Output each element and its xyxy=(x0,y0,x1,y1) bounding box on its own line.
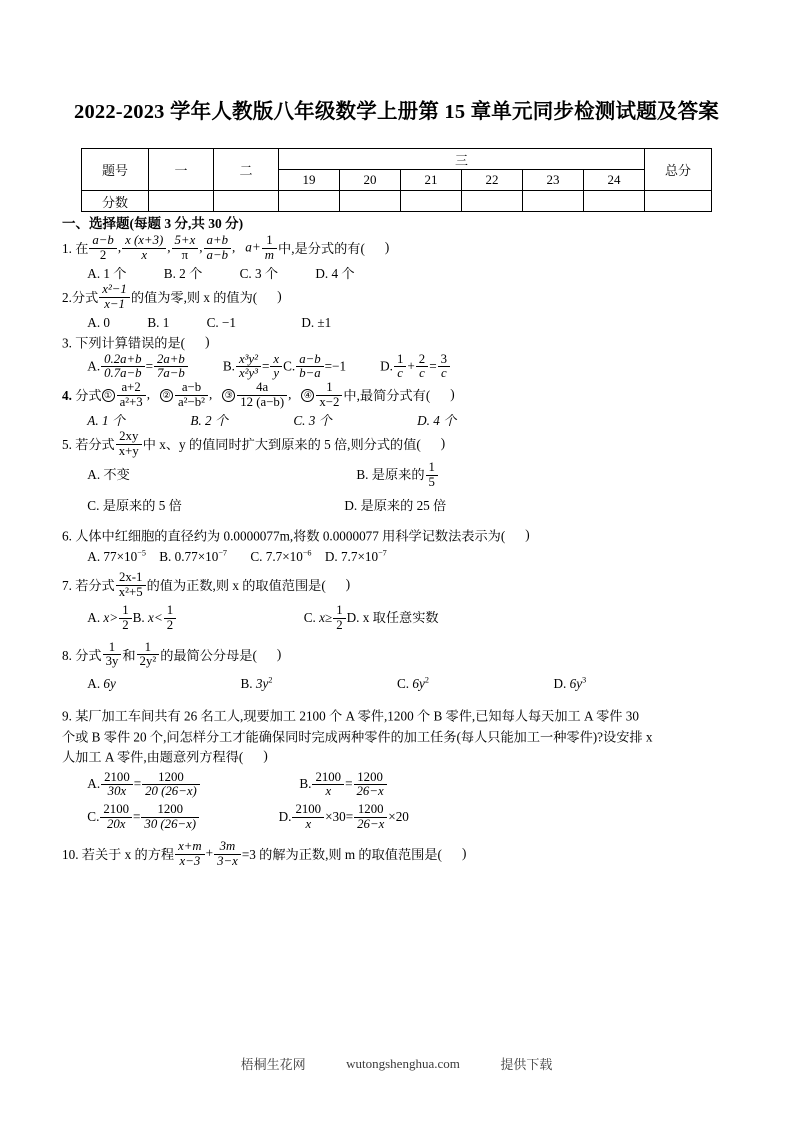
fraction: $\frac{1}{2}$ xyxy=(119,604,131,633)
option-label: B. xyxy=(222,358,235,373)
option-label: C. xyxy=(87,498,103,514)
option-exponent: −7 xyxy=(378,548,387,558)
score-table-col-total: 总分 xyxy=(645,149,712,191)
option-label: A. xyxy=(87,549,101,565)
question-stem-line-3: 人加工 A 零件,由题意列方程得( xyxy=(62,749,244,765)
fraction: $\frac{4a}{12 (a-b)}$ xyxy=(237,381,287,410)
relation: = xyxy=(145,358,153,373)
option-a[interactable] xyxy=(87,768,201,799)
fraction: $\frac{2a+b}{7a-b}$ xyxy=(154,353,188,382)
fraction: $\frac{1200}{30 (26-x)}$ xyxy=(141,803,199,832)
option-lead: x 取任意实数 xyxy=(362,609,439,625)
score-cell[interactable] xyxy=(523,191,584,212)
option-c[interactable]: C. 3 个 xyxy=(293,413,332,429)
score-cell[interactable] xyxy=(584,191,645,212)
option-value: −1 xyxy=(332,358,347,373)
option-base: 6y xyxy=(103,676,116,692)
relation: = xyxy=(324,358,333,373)
option-d[interactable] xyxy=(554,670,587,698)
fraction: $\frac{a-b}{2}$ xyxy=(89,234,116,263)
fraction: $\frac{a-b}{b-a}$ xyxy=(296,353,323,382)
question-6 xyxy=(62,525,731,566)
score-cell[interactable] xyxy=(645,191,712,212)
fraction: $\frac{2x-1}{\text{x²+5}}$ xyxy=(116,571,146,600)
score-cell[interactable] xyxy=(340,191,401,212)
option-label: A. xyxy=(87,609,104,625)
option-label: C. xyxy=(250,549,263,565)
option-d[interactable] xyxy=(347,601,439,635)
answer-paren-close: ) xyxy=(440,435,446,451)
option-a[interactable] xyxy=(87,601,132,635)
score-table-row-label-2: 分数 xyxy=(82,191,149,212)
score-table-subcol: 19 xyxy=(279,170,340,191)
question-4: 4. 分式 ① $\frac{a+2}{\text{a²+3}}$ , ② $\frac{a-b}{\text{a²−b²}}$ , ③ $\frac{4a}{12 (a-b)}$ , ④ $\frac{1}{x-2}$ 中,最简分式有( ) A. 1 个 B. 2 个 C. 3 个 D. 4 个 xyxy=(62,380,457,429)
score-table-subcol: 20 xyxy=(340,170,401,191)
fraction: $\frac{x}{y}$ xyxy=(270,353,282,382)
relation: = xyxy=(345,775,353,791)
question-stem-suffix: 的最简公分母是( xyxy=(160,647,257,663)
option-a[interactable] xyxy=(87,460,130,490)
option-d[interactable]: D. ±1 xyxy=(301,315,332,331)
question-stem: 下列计算错误的是( xyxy=(75,335,186,351)
fraction: $\frac{5+x}{\pi}$ xyxy=(172,234,199,263)
option-text: 是原来的 5 倍 xyxy=(102,498,182,514)
option-label: A. xyxy=(87,775,101,791)
option-label: C. xyxy=(283,358,296,373)
option-exponent: 2 xyxy=(268,675,273,685)
option-label: B. xyxy=(299,775,312,791)
relation: = xyxy=(261,358,270,373)
option-c[interactable] xyxy=(87,801,200,832)
option-b[interactable] xyxy=(133,601,178,635)
fraction: $\frac{1}{x-2}$ xyxy=(316,381,342,410)
fraction: $\frac{a+b}{a-b}$ xyxy=(204,234,231,263)
fraction: $\frac{2100}{20x}$ xyxy=(100,803,132,832)
score-table-subcol: 21 xyxy=(401,170,462,191)
option-c[interactable]: C. 3 个 xyxy=(239,266,279,282)
option-lead: x> xyxy=(103,609,119,625)
option-mantissa: 7.7×10 xyxy=(265,549,303,565)
option-b[interactable] xyxy=(159,547,227,566)
relation: + xyxy=(407,358,415,373)
fraction: $\frac{\text{x²−1}}{x-1}$ xyxy=(99,283,130,312)
score-cell[interactable] xyxy=(214,191,279,212)
table-row xyxy=(82,191,712,212)
option-b[interactable]: B. 1 xyxy=(147,315,170,331)
question-3 xyxy=(62,332,731,381)
option-b[interactable] xyxy=(223,353,283,382)
question-stem-suffix: 中,是分式的有( xyxy=(278,240,365,256)
question-stem-suffix: 的值为零,则 x 的值为( xyxy=(130,289,258,305)
fraction: $\frac{0.2a+b}{0.7a-b}$ xyxy=(101,353,144,382)
answer-paren-close: ) xyxy=(276,645,282,661)
option-label: D. xyxy=(553,676,567,692)
question-stem-line-2: 个或 B 零件 20 个,问怎样分工才能确保同时完成两种零件的加工任务(每人只能加工一种零件)?设安排 x xyxy=(62,729,653,745)
fraction: $\frac{3m}{3-x}$ xyxy=(214,840,241,869)
option-c[interactable]: C. −1 xyxy=(206,315,237,331)
option-mantissa: 7.7×10 xyxy=(340,549,379,565)
question-stem-suffix: 中,最简分式有( xyxy=(343,388,431,404)
option-label: B. xyxy=(240,676,253,692)
question-5 xyxy=(62,430,731,521)
question-number: 7. xyxy=(62,577,72,593)
option-mantissa: 0.77×10 xyxy=(174,549,219,565)
option-d[interactable]: D. 4 个 xyxy=(417,413,457,429)
option-c[interactable] xyxy=(304,601,347,635)
option-c[interactable] xyxy=(87,491,182,521)
question-number: 6. xyxy=(62,528,72,544)
footer-site-name: 梧桐生花网 xyxy=(240,1057,306,1072)
option-d[interactable] xyxy=(344,491,446,521)
relation: = xyxy=(132,808,141,824)
section-heading: 一、选择题(每题 3 分,共 30 分) xyxy=(62,216,244,231)
score-table xyxy=(81,148,712,212)
fraction: $\frac{x+m}{x-3}$ xyxy=(175,840,205,869)
question-number: 1. xyxy=(62,240,72,256)
option-exponent: −7 xyxy=(218,548,228,558)
option-a[interactable]: A. 0 xyxy=(87,315,111,331)
score-cell[interactable] xyxy=(401,191,462,212)
relation: ×30= xyxy=(325,808,354,824)
question-number: 3. xyxy=(62,335,72,351)
score-table-col-two: 二 xyxy=(214,149,279,191)
option-base: 6y xyxy=(412,676,425,692)
question-10 xyxy=(62,840,731,869)
question-9 xyxy=(62,705,731,832)
expr-tail-lead: a+ xyxy=(245,239,261,255)
fraction: $\frac{2}{c}$ xyxy=(416,353,428,382)
option-text: 是原来的 25 倍 xyxy=(360,498,447,514)
question-7 xyxy=(62,571,731,635)
answer-paren-close: ) xyxy=(263,748,268,764)
relation: = xyxy=(133,775,142,791)
question-number: 5. xyxy=(62,437,72,453)
option-base: 3y xyxy=(255,676,269,692)
fraction: $\frac{x (x+3)}{x}$ xyxy=(122,234,166,263)
fraction: $\frac{1}{2}$ xyxy=(333,604,345,633)
score-cell[interactable] xyxy=(279,191,340,212)
option-c[interactable] xyxy=(397,670,429,698)
option-label: D. xyxy=(278,808,292,824)
option-label: D. xyxy=(346,609,363,625)
option-d[interactable]: D. 4 个 xyxy=(315,266,355,282)
option-b[interactable] xyxy=(240,670,272,698)
table-row xyxy=(82,149,712,170)
footer-action: 提供下载 xyxy=(500,1057,553,1072)
option-d[interactable] xyxy=(380,353,451,382)
score-table-row-label-1: 题号 xyxy=(82,149,149,191)
option-a[interactable]: A. 1 个 xyxy=(87,413,126,429)
option-label: D. xyxy=(344,498,361,514)
question-stem-prefix: 分式 xyxy=(75,647,102,663)
item-marker-2: ② xyxy=(160,389,173,402)
score-table-col-three: 三 xyxy=(279,149,645,170)
item-marker-3: ③ xyxy=(222,389,235,402)
question-stem-prefix: 若关于 x 的方程 xyxy=(81,846,175,862)
answer-paren-close: ) xyxy=(525,527,530,543)
score-table-container xyxy=(0,148,793,212)
option-a[interactable] xyxy=(87,353,189,382)
option-d[interactable] xyxy=(279,801,409,832)
score-table-subcol: 23 xyxy=(523,170,584,191)
question-list xyxy=(0,234,793,868)
question-stem-suffix: 中 x、y 的值同时扩大到原来的 5 倍,则分式的值( xyxy=(142,437,421,453)
option-a[interactable]: A. 1 个 xyxy=(87,266,127,282)
question-1: 1. 在 $\frac{a-b}{2}$ , $\frac{x (x+3)}{x}$ , $\frac{5+x}{\pi}$ , $\frac{a+b}{a-b}$ , a+ $\frac{1}{m}$ 中,是分式的有( ) A. 1 个 B. 2 个 C. 3 个 D. 4 个 xyxy=(62,233,390,282)
answer-paren-close: ) xyxy=(345,576,351,592)
option-exponent: −5 xyxy=(137,548,146,558)
option-label: D. xyxy=(380,358,393,373)
footer xyxy=(0,1054,793,1073)
fraction: $\frac{1}{5}$ xyxy=(426,461,438,490)
option-exponent: 2 xyxy=(424,675,429,685)
option-b[interactable]: B. 2 个 xyxy=(163,266,203,282)
question-8 xyxy=(62,641,731,699)
answer-paren-close: ) xyxy=(205,334,210,350)
option-text: 是原来的 xyxy=(371,466,425,482)
fraction: $\frac{3}{c}$ xyxy=(438,353,450,382)
option-label: C. xyxy=(303,609,320,625)
option-label: A. xyxy=(87,676,101,692)
option-label: C. xyxy=(397,676,410,692)
answer-paren-close: ) xyxy=(277,288,282,304)
page-title: 2022-2023 学年人教版八年级数学上册第 15 章单元同步检测试题及答案 xyxy=(74,101,719,123)
option-lead: x≥ xyxy=(319,609,333,625)
option-b[interactable] xyxy=(356,460,439,490)
option-a[interactable] xyxy=(87,547,146,566)
item-marker-1: ① xyxy=(102,389,115,402)
question-stem-prefix: 若分式 xyxy=(75,437,115,453)
score-table-subcol: 22 xyxy=(462,170,523,191)
option-label: A. xyxy=(87,358,101,373)
option-text: 不变 xyxy=(103,466,130,482)
question-stem-prefix: 分式 xyxy=(71,289,99,305)
question-2 xyxy=(62,283,731,332)
option-label: B. xyxy=(356,466,372,482)
option-b[interactable]: B. 2 个 xyxy=(190,413,229,429)
fraction: $\frac{a-b}{\text{a²−b²}}$ xyxy=(175,381,208,410)
option-c[interactable] xyxy=(250,547,311,566)
option-a[interactable] xyxy=(87,670,116,698)
answer-paren-close: ) xyxy=(461,845,467,861)
option-label: D. xyxy=(324,549,338,565)
fraction: $\frac{1}{\text{2y²}}$ xyxy=(137,641,160,670)
score-cell[interactable] xyxy=(462,191,523,212)
fraction: $\frac{a+2}{\text{a²+3}}$ xyxy=(117,381,146,410)
option-label: A. xyxy=(87,466,104,482)
question-number: 10. xyxy=(62,846,79,862)
fraction: $\frac{2100}{30x}$ xyxy=(101,771,133,800)
question-number: 2. xyxy=(62,289,72,305)
relation-2: = xyxy=(429,358,437,373)
question-number: 9. xyxy=(62,708,72,724)
fraction: $\frac{2xy}{x+y}$ xyxy=(116,430,142,459)
footer-url[interactable]: wutongshenghua.com xyxy=(346,1055,460,1071)
score-table-col-one: 一 xyxy=(149,149,214,191)
item-marker-4: ④ xyxy=(301,389,314,402)
option-label: C. xyxy=(87,808,100,824)
answer-paren-close: ) xyxy=(384,239,390,255)
fraction: $\frac{1200}{26-x}$ xyxy=(354,771,387,800)
question-stem-prefix: 分式 xyxy=(75,388,102,404)
fraction: $\frac{2100}{x}$ xyxy=(292,803,324,832)
fraction: $\frac{1200}{20 (26-x)}$ xyxy=(142,771,200,800)
question-stem-line-1: 某厂加工车间共有 26 名工人,现要加工 2100 个 A 零件,1200 个 B 零件,已知每人每天加工 A 零件 30 xyxy=(75,708,639,724)
option-b[interactable] xyxy=(299,768,387,799)
option-exponent: −6 xyxy=(302,548,312,558)
option-label: B. xyxy=(132,609,148,625)
fraction: $\frac{1}{2}$ xyxy=(164,604,176,633)
fraction: $\frac{1}{c}$ xyxy=(394,353,406,382)
fraction: $\frac{1200}{26-x}$ xyxy=(354,803,387,832)
question-stem-prefix: 在 xyxy=(75,240,89,256)
option-tail: ×20 xyxy=(388,808,409,824)
fraction: $\frac{\text{x³y²}}{\text{x²y³}}$ xyxy=(236,353,261,382)
fraction: $\frac{2100}{x}$ xyxy=(312,771,344,800)
question-number: 8. xyxy=(62,647,72,663)
question-stem-suffix: 的值为正数,则 x 的取值范围是( xyxy=(146,577,326,593)
question-number: 4. xyxy=(62,388,72,404)
score-cell[interactable] xyxy=(149,191,214,212)
fraction: $\frac{1}{3y}$ xyxy=(103,641,122,670)
answer-paren-close: ) xyxy=(450,386,455,402)
plus-sign: + xyxy=(205,845,214,861)
option-exponent: 3 xyxy=(582,675,587,685)
option-label: B. xyxy=(159,549,172,565)
option-lead: x< xyxy=(147,609,163,625)
question-stem-suffix: =3 的解为正数,则 m 的取值范围是( xyxy=(241,846,442,862)
option-base: 6y xyxy=(569,676,583,692)
option-d[interactable] xyxy=(325,547,387,566)
question-stem: 人体中红细胞的直径约为 0.0000077m,将数 0.0000077 用科学记数法表示为( xyxy=(75,528,506,544)
question-stem-prefix: 若分式 xyxy=(75,577,115,593)
fraction: $\frac{1}{m}$ xyxy=(262,234,277,263)
score-table-subcol: 24 xyxy=(584,170,645,191)
option-c[interactable] xyxy=(283,353,346,382)
question-stem-mid: 和 xyxy=(122,647,136,663)
option-mantissa: 77×10 xyxy=(103,549,138,565)
